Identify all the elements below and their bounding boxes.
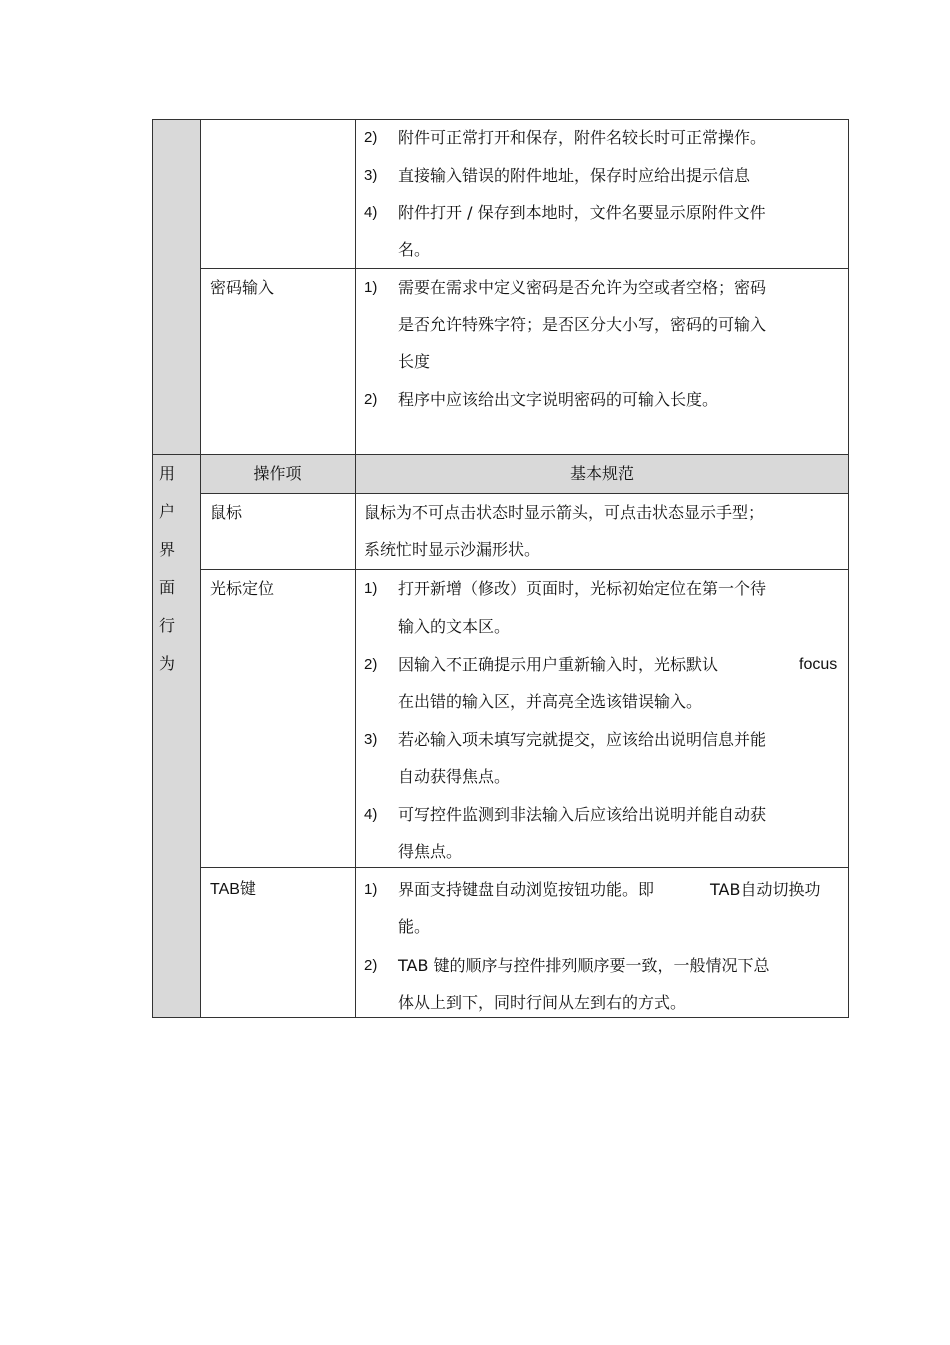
- tab-rule-2-cont: 体从上到下，同时行间从左到右的方式。: [398, 993, 687, 1012]
- item-number: 2): [364, 391, 378, 408]
- item-number: 2): [364, 129, 378, 146]
- item-number: 2): [364, 957, 378, 974]
- item-number: 1): [364, 881, 378, 898]
- cursor-position-label: 光标定位: [210, 579, 275, 598]
- table-border: [848, 119, 849, 1018]
- cursor-rule-4: 可写控件监测到非法输入后应该给出说明并能自动获: [398, 805, 767, 824]
- mouse-label: 鼠标: [210, 503, 243, 522]
- header-operation-item: 操作项: [253, 464, 302, 483]
- password-rule-1-cont: 长度: [398, 352, 431, 371]
- item-number: 1): [364, 580, 378, 597]
- attachment-rule-4-cont: 名。: [398, 240, 431, 259]
- table-border: [200, 569, 849, 570]
- cursor-rule-2-focus: focus: [799, 656, 838, 673]
- tab-rule-1-cont: 能。: [398, 917, 431, 936]
- mouse-rule-cont: 系统忙时显示沙漏形状。: [364, 540, 541, 559]
- table-border: [152, 1017, 849, 1018]
- item-number: 4): [364, 204, 378, 221]
- password-rule-1-cont: 是否允许特殊字符；是否区分大小写，密码的可输入: [398, 315, 767, 334]
- table-border: [200, 268, 849, 269]
- category-column-shade-top: [153, 120, 200, 455]
- cursor-rule-1-cont: 输入的文本区。: [398, 617, 511, 636]
- table-border: [355, 119, 356, 1018]
- category-char: 为: [158, 654, 175, 673]
- category-char: 面: [158, 578, 175, 597]
- cursor-rule-4-cont: 得焦点。: [398, 842, 463, 861]
- table-border: [152, 454, 849, 455]
- attachment-rule-3: 直接输入错误的附件地址，保存时应给出提示信息: [398, 166, 751, 185]
- table-border: [200, 867, 849, 868]
- mouse-rule: 鼠标为不可点击状态时显示箭头，可点击状态显示手型；: [364, 503, 765, 522]
- tab-key-label: TAB键: [210, 881, 256, 898]
- tab-rule-1-trail: TAB自动切换功: [710, 880, 821, 899]
- category-char: 用: [158, 464, 175, 483]
- table-border: [152, 119, 153, 1018]
- cursor-rule-3-cont: 自动获得焦点。: [398, 767, 511, 786]
- item-number: 1): [364, 279, 378, 296]
- category-char: 界: [158, 540, 175, 559]
- password-rule-1: 需要在需求中定义密码是否允许为空或者空格；密码: [398, 278, 767, 297]
- item-number: 2): [364, 656, 378, 673]
- cursor-rule-2-cont: 在出错的输入区，并高亮全选该错误输入。: [398, 692, 703, 711]
- password-rule-2: 程序中应该给出文字说明密码的可输入长度。: [398, 390, 719, 409]
- cursor-rule-2: 因输入不正确提示用户重新输入时，光标默认: [398, 655, 719, 674]
- table-border: [152, 119, 849, 120]
- password-input-label: 密码输入: [210, 278, 275, 297]
- attachment-rule-4: 附件打开 / 保存到本地时，文件名要显示原附件文件: [398, 203, 766, 222]
- attachment-rule-2: 附件可正常打开和保存，附件名较长时可正常操作。: [398, 128, 767, 147]
- tab-rule-2: TAB 键的顺序与控件排列顺序要一致，一般情况下总: [398, 956, 770, 975]
- header-basic-spec: 基本规范: [569, 464, 634, 483]
- cursor-rule-1: 打开新增（修改）页面时，光标初始定位在第一个待: [398, 579, 767, 598]
- table-border: [200, 493, 849, 494]
- item-number: 4): [364, 806, 378, 823]
- tab-rule-1: 界面支持键盘自动浏览按钮功能。即: [398, 880, 655, 899]
- cursor-rule-3: 若必输入项未填写完就提交，应该给出说明信息并能: [398, 730, 767, 749]
- table-border: [200, 119, 201, 1018]
- category-char: 户: [158, 502, 175, 521]
- category-char: 行: [158, 616, 175, 635]
- item-number: 3): [364, 167, 378, 184]
- item-number: 3): [364, 731, 378, 748]
